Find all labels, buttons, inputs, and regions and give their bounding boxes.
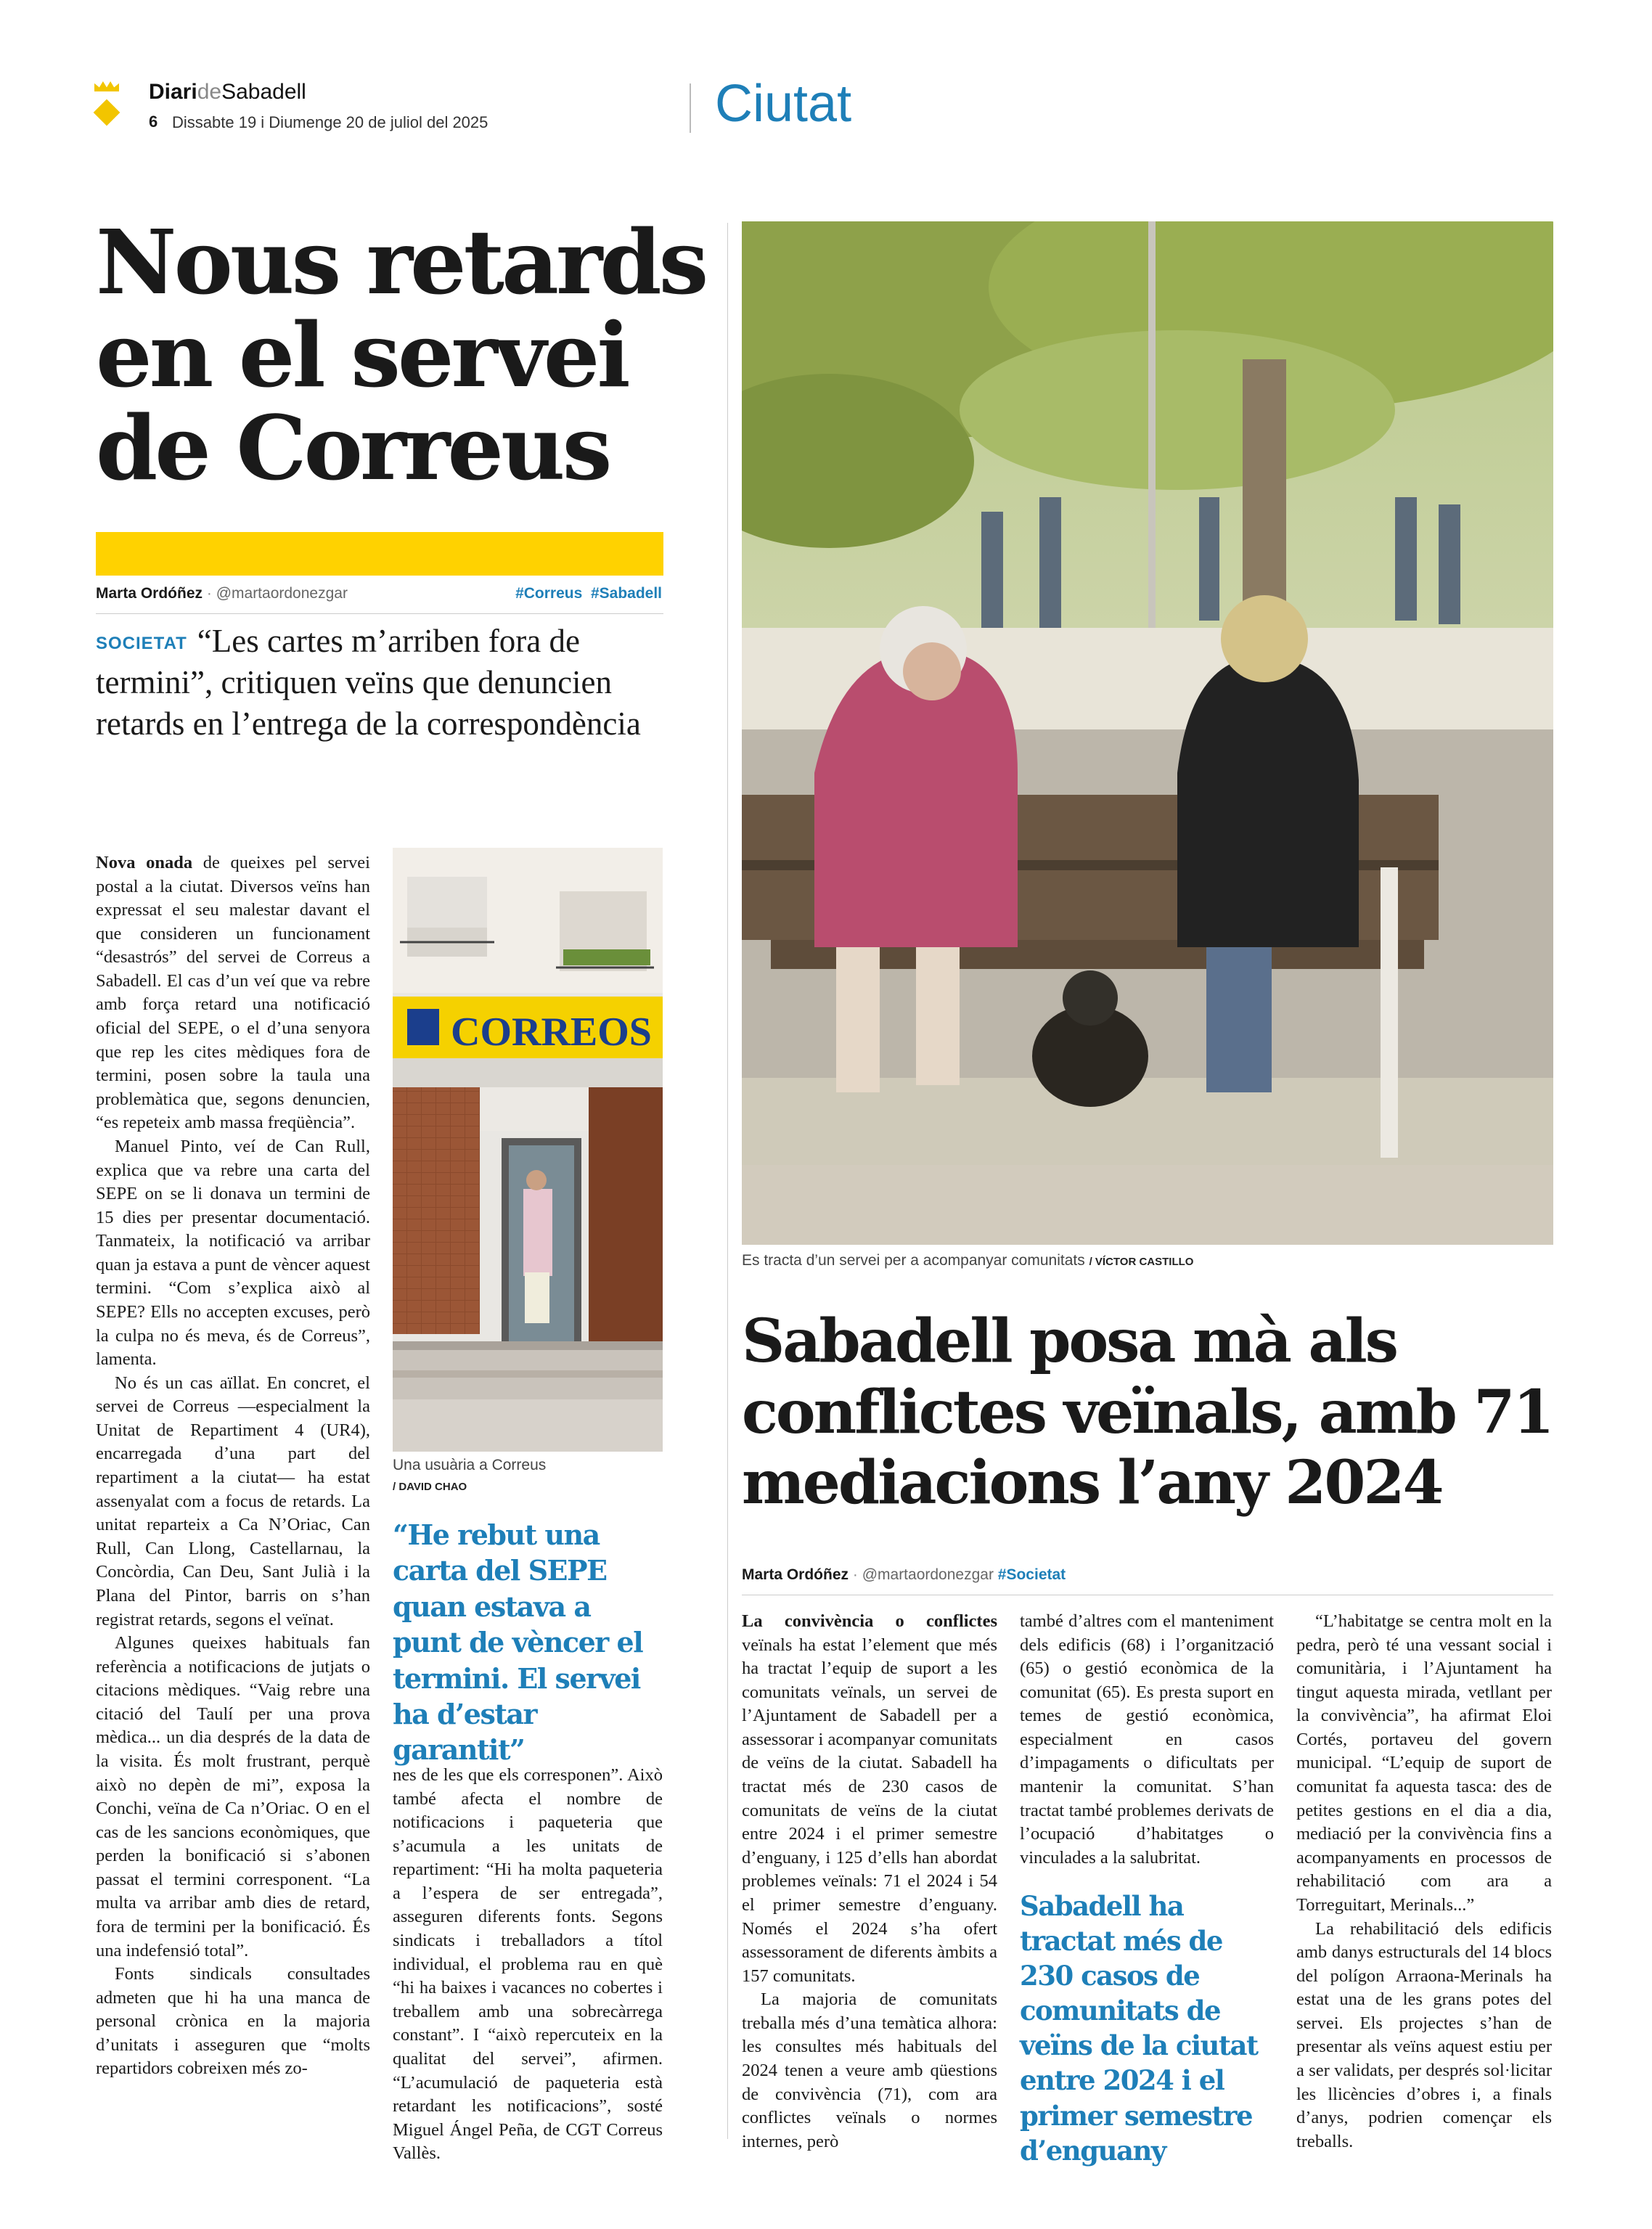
headline-line: Sabadell posa mà als bbox=[742, 1306, 1397, 1376]
paragraph: nes de les que els corresponen”. Això també afecta el nombre de notificacions i paqueteria que s’acumula a les unitats de repartiment: “Hi ha molta paqueteria a l’espera de ser entregada”, asseguren diferents fonts. Segons sindicats i treballadors a títol individual, el problema rau en què “hi ha baixes i vacances no cobertes i treballem amb una sobrecàrrega constant”. I “això repercuteix en la qualitat del servei”, afirmen. “L’acumulació de paqueteria està retardant les notificacions”, sosté Miguel Ángel Peña, de CGT Correus Vallès. bbox=[393, 1765, 663, 2164]
brand-de: de bbox=[197, 80, 222, 104]
paragraph: No és un cas aïllat. En concret, el servei de Correus —especialment la Unitat de Repartiment 4 (UR4), encarregada d’una part del repartiment a la ciutat— ha estat assenyalat com a focus de retards. La unitat reparteix a Ca N’Oriac, Can Rull, Can Llong, Castellarnau, la Concòrdia, Can Deu, Sant Julià i la Plana del Pintor, barris on s’han registrat retards, segons el veïnat. bbox=[96, 1373, 370, 1629]
subhead-text: “Les cartes m’arriben fora de termini”, critiquen veïns que denuncien retards en l’entrega de la correspondència bbox=[96, 623, 641, 743]
article1-col2 bbox=[393, 1764, 663, 2166]
logo-diamond-icon bbox=[94, 99, 120, 126]
crown-icon bbox=[94, 81, 119, 91]
article1-col1 bbox=[96, 851, 370, 2081]
paragraph: Nova onada de queixes pel servei postal a la ciutat. Diversos veïns han expressat el seu malestar davant el que consideren un funcionament “desastrós” del servei de Correus a Sabadell. El cas d’un veí que va rebre amb força retard una notificació oficial del SEPE, o el d’una senyora que rep les cites mèdiques fora de termini, posen sobre la taula una problemàtica que, segons denuncien, “es repeteix amb massa freqüència”. bbox=[96, 853, 370, 1133]
caption-text: Es tracta d’un servei per a acompanyar comunitats bbox=[742, 1252, 1085, 1269]
paragraph: La rehabilitació dels edificis amb danys estructurals del 14 blocs del polígon Arraona-Merinals ha estat una de les grans potes del servei. Els projectes s’han de presentar als veïns aquest estiu per a ser validats, per després sol·licitar les llicències d’obres i, a finals d’anys, podrien començar els treballs. bbox=[1296, 1918, 1552, 2151]
correus-photo-credit: / DAVID CHAO bbox=[393, 1481, 467, 1493]
author-name: Marta Ordóñez bbox=[96, 585, 203, 602]
page-number: 6 bbox=[149, 113, 158, 131]
article2-col1 bbox=[742, 1610, 997, 2154]
article2-headline[interactable] bbox=[742, 1306, 1553, 1519]
bench-photo-caption bbox=[742, 1252, 1193, 1269]
issue-date: Dissabte 19 i Diumenge 20 de juliol del 2025 bbox=[172, 113, 488, 131]
headline-line: mediacions l’any 2024 bbox=[742, 1448, 1442, 1518]
paragraph: “L’habitatge se centra molt en la pedra, però té una vessant social i comunitària, i l’Ajuntament ha tingut aquesta mirada, vetllant per la convivència”, ha afirmat Eloi Cortés, portaveu del govern municipal. “L’equip de suport de comunitat fa aquesta tasca: des de petites gestions en el dia a dia, mediació per la convivència fins a acompanyaments en processos de rehabilitació com ara a Torreguitart, Merinals...” bbox=[1296, 1611, 1552, 1915]
headline-line: en el servei bbox=[96, 303, 628, 407]
article2-col2 bbox=[1020, 1610, 1274, 1870]
paragraph: també d’altres com el manteniment dels edificis (68) i l’organització (65) o gestió econòmica de la comunitat (65). Es presta suport en temes de gestió econòmica, especialment en casos d’impagaments o dificultats per mantenir la comunitat. S’han tractat també problemes derivats de l’ocupació d’habitatges o vinculades a la salubritat. bbox=[1020, 1611, 1274, 1868]
paragraph: Manuel Pinto, veí de Can Rull, explica que va rebre una carta del SEPE on se li donava un termini de 15 dies per presentar documentació. Tanmateix, la notificació va arribar quan ja estava a punt de vèncer aquest termini. “Com s’explica això al SEPE? Ells no accepten excuses, però la culpa no és meva, és de Correus”, lamenta. bbox=[96, 1136, 370, 1370]
article2-pullquote: Sabadell ha tractat més de 230 casos de comunitats de veïns de la ciutat entre 2024 i el primer semestre d’enguany bbox=[1020, 1890, 1258, 2167]
article1-byline: Marta Ordóñez · @martaordonezgar bbox=[96, 585, 348, 602]
article1-pullquote: “He rebut una carta del SEPE quan estava a punt de vèncer el termini. El servei ha d’estar garantit” bbox=[393, 1518, 643, 1767]
correus-photo bbox=[393, 848, 663, 1452]
article1-subhead bbox=[96, 621, 647, 745]
article2-col3 bbox=[1296, 1610, 1552, 2154]
author-name: Marta Ordóñez bbox=[742, 1566, 849, 1583]
article2-byline: Marta Ordóñez · @martaordonezgar #Societat bbox=[742, 1566, 1066, 1583]
brand-city: Sabadell bbox=[221, 80, 306, 104]
byline-divider bbox=[96, 613, 663, 614]
svg-text:CORREOS: CORREOS bbox=[451, 1010, 652, 1055]
lead-bold: Nova onada bbox=[96, 853, 193, 872]
headline-line: Nous retards bbox=[96, 210, 706, 314]
column-divider bbox=[727, 223, 728, 2139]
section-title[interactable]: Ciutat bbox=[715, 75, 852, 133]
paragraph: La convivència o conflictes veïnals ha estat l’element que més ha tractat l’equip de suport a les comunitats veïnals, un servei de l’Ajuntament de Sabadell per a assessorar i acompanyar comunitats de veïns de la ciutat. Sabadell ha tractat més de 230 casos de comunitats de veïns de la ciutat entre 2024 i el primer semestre d’enguany, i 125 d’ells han abordat problemes veïnals: 71 el 2024 i 54 el primer semestre d’enguany. Només el 2024 s’ha ofert assessorament de diferents àmbits a 157 comunitats. bbox=[742, 1611, 997, 1986]
article1-headline[interactable] bbox=[96, 210, 720, 500]
correus-photo-art bbox=[393, 848, 663, 1452]
headline-line: de Correus bbox=[96, 396, 610, 500]
headline-line: conflictes veïnals, amb 71 bbox=[742, 1377, 1553, 1447]
brand-logo[interactable] bbox=[149, 80, 306, 105]
article1-tags[interactable]: #Correus #Sabadell bbox=[515, 585, 662, 602]
kicker-label: SOCIETAT bbox=[96, 634, 187, 653]
yellow-bar bbox=[96, 532, 663, 576]
author-handle[interactable]: @martaordonezgar bbox=[862, 1566, 994, 1583]
paragraph: La majoria de comunitats treballa més d’una temàtica alhora: les consultes més habituals del 2024 tenen a veure amb qüestions de convivència (71), com ara conflictes veïnals o normes internes, però bbox=[742, 1989, 997, 2151]
photo-credit: / VÍCTOR CASTILLO bbox=[1089, 1256, 1194, 1268]
brand-diari: Diari bbox=[149, 80, 197, 104]
article2-tags[interactable]: #Societat bbox=[997, 1566, 1066, 1583]
correus-photo-caption: Una usuària a Correus bbox=[393, 1457, 547, 1473]
lead-bold: La convivència o conflictes bbox=[742, 1611, 997, 1631]
paragraph: Fonts sindicals consultades admeten que hi ha una manca de personal crònica en la majoria d’unitats i asseguren que “molts repartidors cobreixen més zo- bbox=[96, 1964, 370, 2079]
paragraph: Algunes queixes habituals fan referència a notificacions de jutjats o citacions mèdiques. “Vaig rebre una citació del Taulí per una prova mèdica... un dia després de la data de la visita. És molt frustrant, perquè això no depèn de mi”, exposa la Conchi, veïna de Ca n’Oriac. O en el cas de les sancions econòmiques, que perden la bonificació si s’abonen passat el termini corresponent. “La multa va arribar amb dies de retard, fora de termini per la bonificació. És una indefensió total”. bbox=[96, 1633, 370, 1960]
header-divider bbox=[690, 83, 691, 133]
bench-photo-art bbox=[742, 221, 1553, 1245]
author-handle[interactable]: @martaordonezgar bbox=[216, 585, 348, 602]
bench-photo bbox=[742, 221, 1553, 1245]
